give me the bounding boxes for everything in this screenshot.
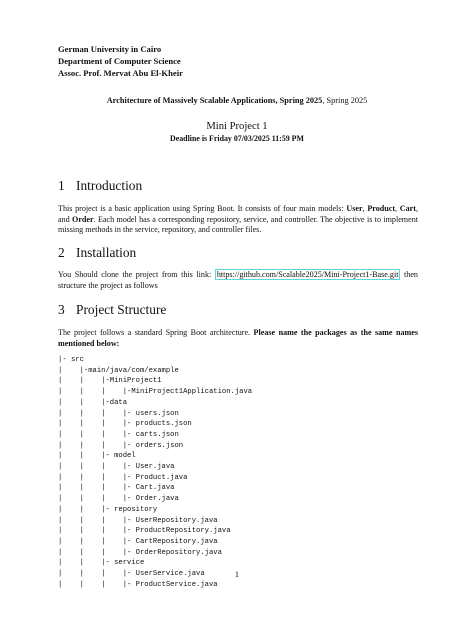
university-name: German University in Cairo	[58, 44, 162, 54]
structure-instruction: Please name the packages as the same names mentioned below:	[58, 328, 419, 348]
model-user: User	[346, 204, 363, 213]
department-name: Department of Computer Science	[58, 56, 181, 67]
repository-link[interactable]: https://github.com/Scalable2025/Mini-Project1-Base.git	[216, 270, 399, 279]
course-title	[0, 96, 474, 105]
document-header	[58, 43, 183, 80]
deadline: Deadline is Friday 07/03/2025 11:59 PM	[170, 134, 304, 143]
section-title: Introduction	[76, 178, 143, 193]
intro-text: , and	[58, 204, 418, 224]
model-cart: Cart	[399, 204, 416, 213]
introduction-paragraph	[58, 204, 418, 236]
section-heading-installation	[58, 245, 136, 261]
installation-paragraph	[58, 270, 418, 291]
section-title: Installation	[76, 245, 137, 260]
section-heading-project-structure	[58, 302, 166, 318]
section-number: 3	[58, 302, 65, 317]
intro-text: ,	[362, 204, 368, 213]
model-order: Order	[72, 214, 94, 224]
section-heading-introduction	[58, 178, 142, 194]
intro-text: ,	[395, 204, 398, 213]
course-name: Architecture of Massively Scalable Applications, Spring 2025	[106, 96, 323, 105]
section-number: 1	[58, 178, 65, 193]
structure-text: The project follows a standard Spring Boot architecture.	[58, 328, 254, 337]
model-product: Product	[367, 204, 396, 213]
document-title: Mini Project 1	[206, 121, 268, 132]
project-tree-code-block: |- src | |-main/java/com/example | | |-MiniProject1 | | | |-MiniProject1Application.java | | |-data | | | |- users.json | | | |- products.json | | | |- carts.json | | | |- orders.json | | |- model | | | |- User.java | | | |- Product.java | | | |- Cart.java | | | |- Order.java | | |- repository | | | |- UserRepository.java | | | |- ProductRepository.java | | | |- CartRepository.java | | | |- OrderRepository.java | | |- service | | | |- UserService.java | | | |- ProductService.java	[58, 356, 253, 589]
section-number: 2	[58, 245, 65, 260]
install-text: then structure the project as follows	[58, 270, 418, 290]
install-text: You Should clone the project from this link:	[58, 270, 215, 279]
course-term: , Spring 2025	[322, 96, 368, 105]
instructor-name: Assoc. Prof. Mervat Abu El-Kheir	[58, 68, 183, 79]
page-number: 1	[234, 570, 240, 579]
section-title: Project Structure	[76, 302, 167, 317]
intro-text: This project is a basic application using Spring Boot. It consists of four main models:	[58, 204, 347, 213]
structure-paragraph	[58, 328, 418, 349]
intro-text: . Each model has a corresponding repository, service, and controller. The objective is to implement missing methods in the service, repository, and controller files.	[58, 214, 418, 235]
